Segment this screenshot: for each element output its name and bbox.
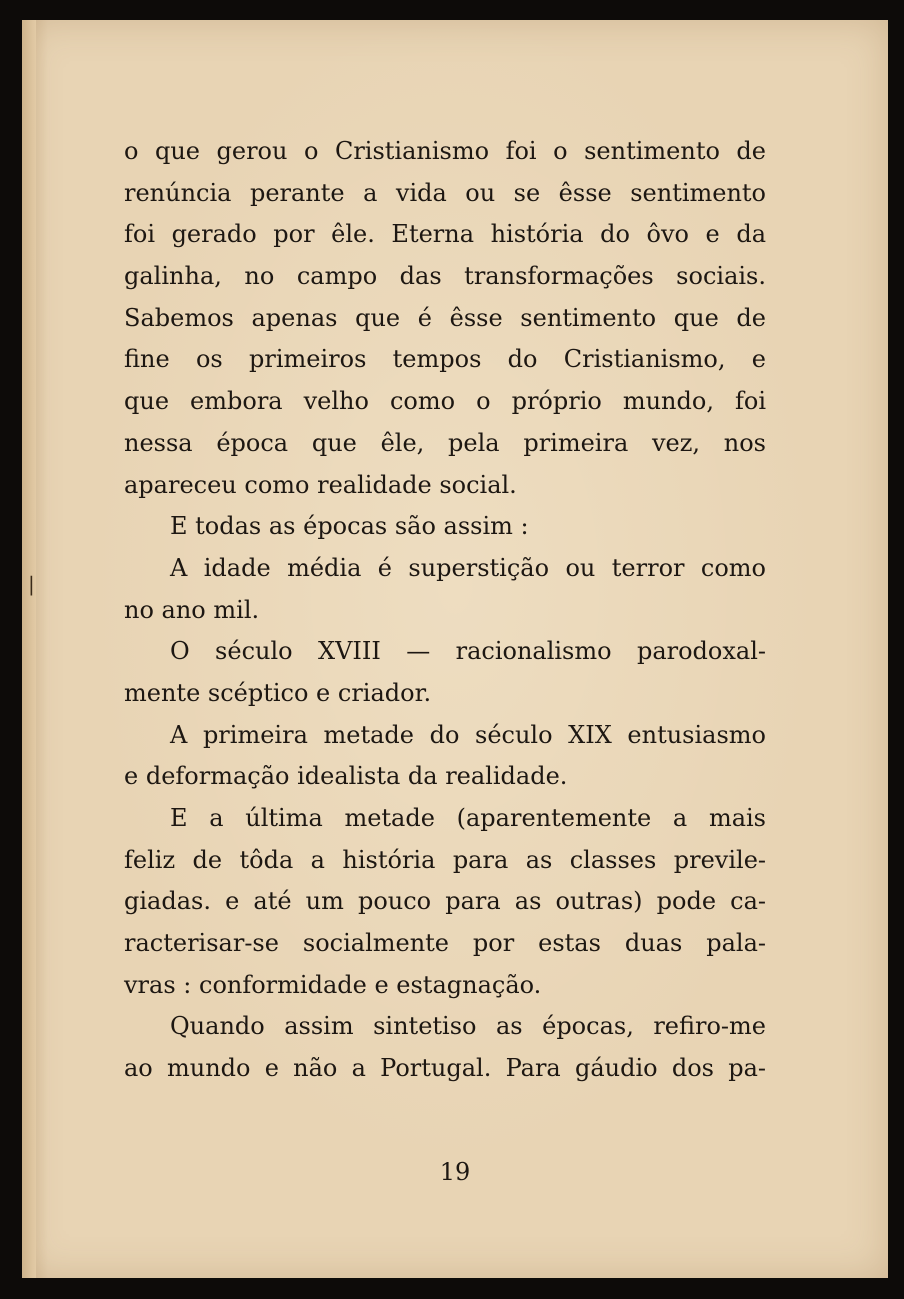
page-number: 19 [439,1158,471,1186]
text-line: Sabemos apenas que é êsse sentimento que de [124,303,766,332]
text-line: fine os primeiros tempos do Cristianismo, e [124,345,766,374]
text-line: E todas as épocas são assim : [170,512,529,541]
text-line: E a última metade (aparentemente a mais [170,804,766,832]
body-text [124,131,766,1090]
text-line: nessa época que êle, pela primeira vez, nos [124,428,766,457]
text-line: feliz de tôda a história para as classes previle- [124,845,766,874]
text-line: A idade média é superstição ou terror como [170,553,766,582]
text-line: galinha, no campo das transformações sociais. [124,262,766,291]
margin-mark: | [28,572,35,596]
text-line: giadas. e até um pouco para as outras) pode ca- [124,887,766,916]
book-page [22,20,888,1278]
text-line: vras : conformidade e estagnação. [124,970,542,999]
text-line: O século XVIII — racionalismo parodoxal- [170,637,766,666]
page-spine-shadow [22,20,36,1278]
text-line: foi gerado por êle. Eterna história do ôvo e da [124,220,766,249]
text-line: que embora velho como o próprio mundo, foi [124,387,766,416]
text-line: o que gerou o Cristianismo foi o sentimento de [124,137,766,165]
text-line: mente scéptico e criador. [124,678,432,707]
text-line: e deformação idealista da realidade. [124,762,568,791]
text-line: Quando assim sintetiso as épocas, refiro-me [170,1012,766,1041]
text-line: renúncia perante a vida ou se êsse sentimento [124,178,766,207]
text-line: no ano mil. [124,595,260,624]
text-line: A primeira metade do século XIX entusiasmo [170,720,766,749]
text-line: racterisar-se socialmente por estas duas pala- [124,929,766,958]
text-line: ao mundo e não a Portugal. Para gáudio dos pa- [124,1054,766,1083]
text-line: apareceu como realidade social. [124,470,517,499]
